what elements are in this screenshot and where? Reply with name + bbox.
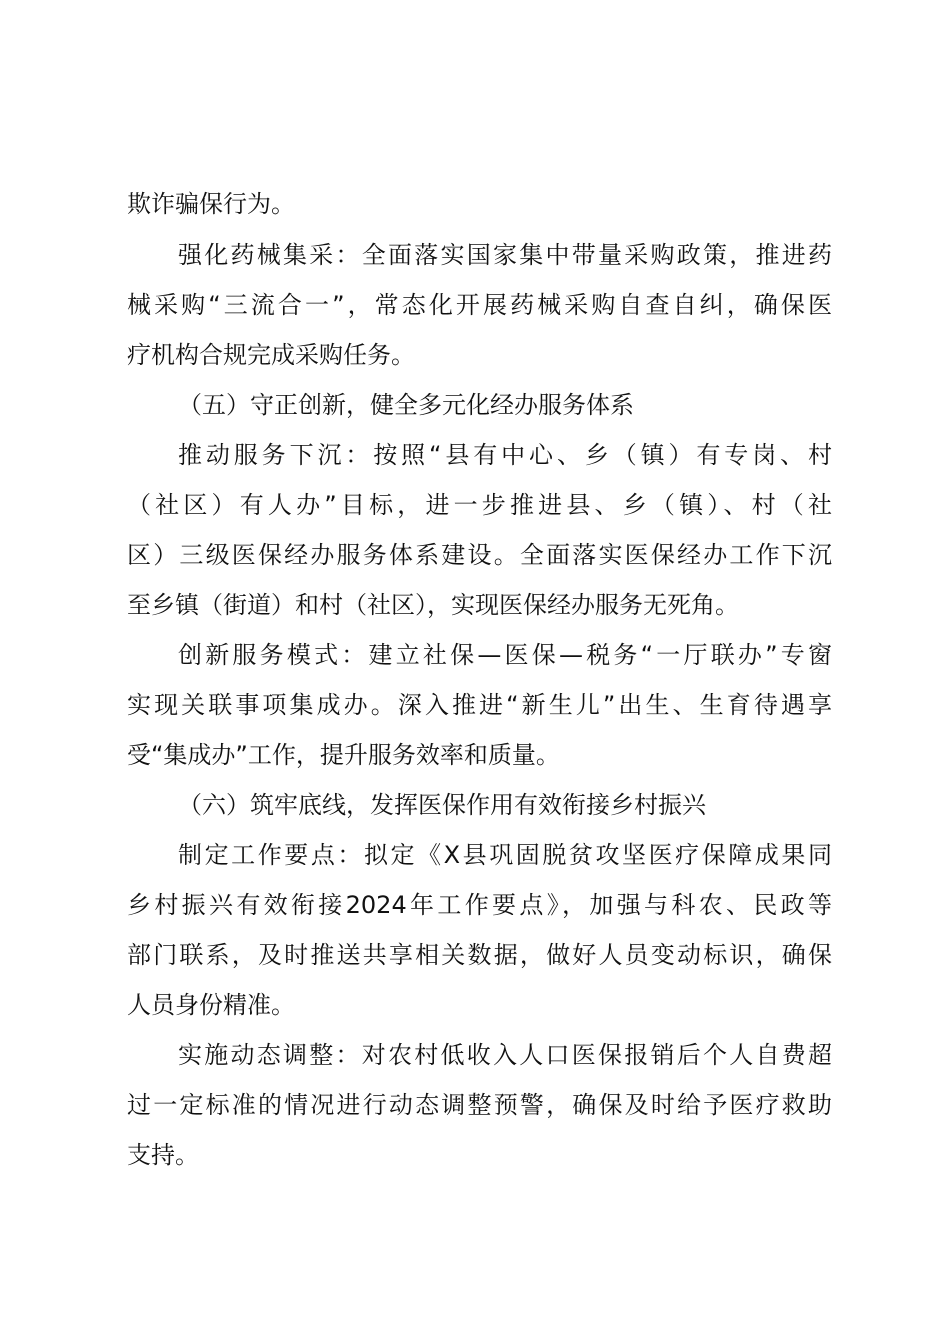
text-line: 强化药械集采：全面落实国家集中带量采购政策，推进药 [178, 241, 832, 269]
text-line: 区）三级医保经办服务体系建设。全面落实医保经办工作下沉 [127, 541, 832, 569]
text-line: 推动服务下沉：按照“县有中心、乡（镇）有专岗、村 [178, 441, 832, 469]
text-line: 实现关联事项集成办。深入推进“新生儿”出生、生育待遇享 [127, 691, 832, 719]
text-line: 创新服务模式：建立社保—医保—税务“一厅联办”专窗 [178, 641, 832, 669]
section-heading: （五）守正创新，健全多元化经办服务体系 [178, 391, 634, 419]
text-line: 至乡镇（街道）和村（社区），实现医保经办服务无死角。 [127, 591, 739, 619]
text-line: 受“集成办”工作，提升服务效率和质量。 [127, 741, 560, 769]
text-line: 制定工作要点：拟定《X县巩固脱贫攻坚医疗保障成果同 [178, 841, 832, 869]
section-heading: （六）筑牢底线，发挥医保作用有效衔接乡村振兴 [178, 791, 706, 819]
text-line: 欺诈骗保行为。 [127, 190, 295, 218]
text-line: 过一定标准的情况进行动态调整预警，确保及时给予医疗救助 [127, 1091, 832, 1119]
text-line: 部门联系，及时推送共享相关数据，做好人员变动标识，确保 [127, 941, 832, 969]
text-line: 乡村振兴有效衔接2024年工作要点》，加强与科农、民政等 [127, 891, 832, 919]
text-line: 支持。 [127, 1141, 199, 1169]
text-line: （社区）有人办”目标，进一步推进县、乡（镇）、村（社 [127, 491, 832, 519]
text-line: 实施动态调整：对农村低收入人口医保报销后个人自费超 [178, 1041, 832, 1069]
text-line: 人员身份精准。 [127, 991, 295, 1019]
text-line: 械采购“三流合一”，常态化开展药械采购自查自纠，确保医 [127, 291, 832, 319]
text-line: 疗机构合规完成采购任务。 [127, 341, 415, 369]
